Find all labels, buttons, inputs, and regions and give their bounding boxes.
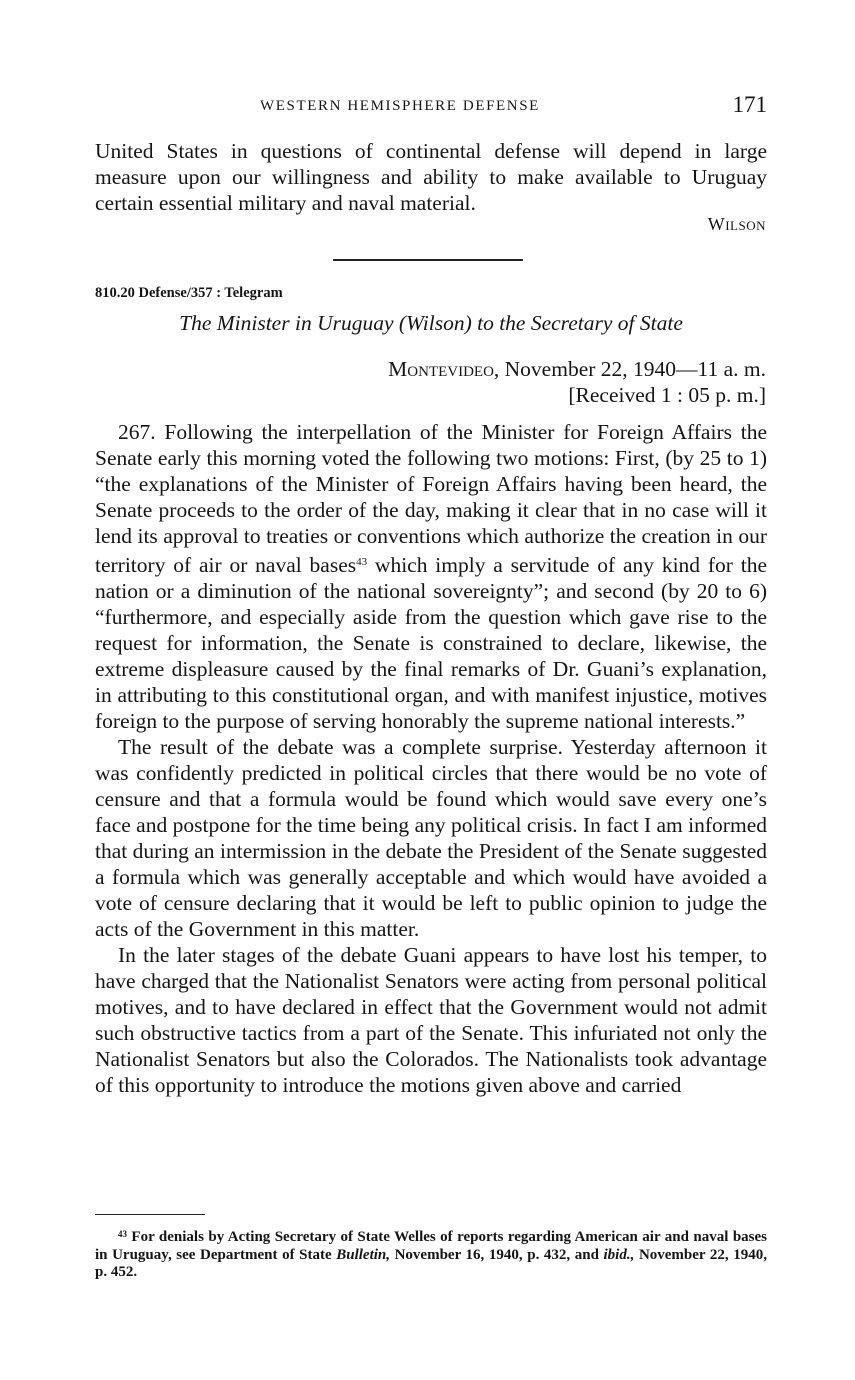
signature: Wilson bbox=[707, 214, 766, 234]
file-number: 810.20 Defense/357 : Telegram bbox=[95, 285, 283, 301]
page-number: 171 bbox=[732, 92, 767, 117]
footnote-text-a: For denials by Acting Secretary of State Welles of reports regarding American air and naval bases in Uruguay, see Department of State bbox=[95, 1229, 767, 1263]
footnote-text-c: November 22, 1940, p. 452. bbox=[95, 1246, 767, 1280]
telegram-body bbox=[95, 419, 767, 1098]
dateline-date: November 22, 1940—11 a. m. bbox=[499, 357, 766, 381]
paragraph-2: The result of the debate was a complete surprise. Yesterday afternoon it was confidently predicted in political circles that there would be no vote of censure and that a formula would be found which would save every one’s face and postpone for the time being any political crisis. In fact I am informed that during an intermission in the debate the President of the Senate suggested a formula which was generally acceptable and which would have avoided a vote of censure declaring that it would be left to public opinion to judge the acts of the Government in this matter. bbox=[95, 735, 767, 941]
section-divider bbox=[333, 259, 523, 261]
paragraph-1-part-a: 267. Following the interpellation of the Minister for Foreign Affairs the Senate early this morning voted the following two motions: First, (by 25 to 1) “the explanations of the Minister of Foreign Affairs having been heard, the Senate proceeds to the order of the day, making it clear that in no case will it lend its approval to treaties or conventions which authorize the creation in our territory of air or naval bases bbox=[95, 420, 767, 577]
footnote-bulletin: Bulletin, bbox=[336, 1246, 391, 1263]
paragraph-1-part-b: which imply a servitude of any kind for the nation or a diminution of the national sovereignty”; and second (by 20 to 6) “furthermore, and especially aside from the question which gave rise to the request for information, the Senate is constrained to declare, likewise, the extreme displeasure caused by the final remarks of Dr. Guani’s explanation, in attributing to this constitutional organ, and with manifest injustice, motives foreign to the purpose of serving honorably the supreme national interests.” bbox=[95, 553, 767, 733]
footnote-ibid: ibid., bbox=[603, 1246, 635, 1263]
footnote-reference: 43 bbox=[356, 556, 368, 568]
footnote-text-b: November 16, 1940, p. 432, and bbox=[390, 1246, 604, 1263]
dateline bbox=[346, 356, 766, 408]
dateline-sent bbox=[346, 356, 766, 382]
carryover-text: United States in questions of continental defense will depend in large measure upon our willingness and ability to make available to Uruguay certain essential military and naval material. bbox=[95, 139, 767, 215]
document-title: The Minister in Uruguay (Wilson) to the Secretary of State bbox=[179, 311, 683, 335]
footnote-marker: 43 bbox=[118, 1229, 127, 1239]
footnote-divider bbox=[95, 1214, 205, 1215]
dateline-place: Montevideo, bbox=[388, 357, 500, 381]
dateline-received: [Received 1 : 05 p. m.] bbox=[568, 383, 766, 407]
paragraph-1 bbox=[95, 419, 767, 734]
carryover-paragraph bbox=[95, 138, 767, 216]
running-head bbox=[95, 92, 767, 122]
running-title: WESTERN HEMISPHERE DEFENSE bbox=[260, 98, 540, 114]
footnote bbox=[95, 1226, 767, 1282]
paragraph-3: In the later stages of the debate Guani appears to have lost his temper, to have charged that the Nationalist Senators were acting from personal political motives, and to have declared in effect that the Government would not admit such obstructive tactics from a part of the Senate. This infuriated not only the Nationalist Senators but also the Colorados. The Nationalists took advantage of this opportunity to introduce the motions given above and carried bbox=[95, 943, 767, 1097]
